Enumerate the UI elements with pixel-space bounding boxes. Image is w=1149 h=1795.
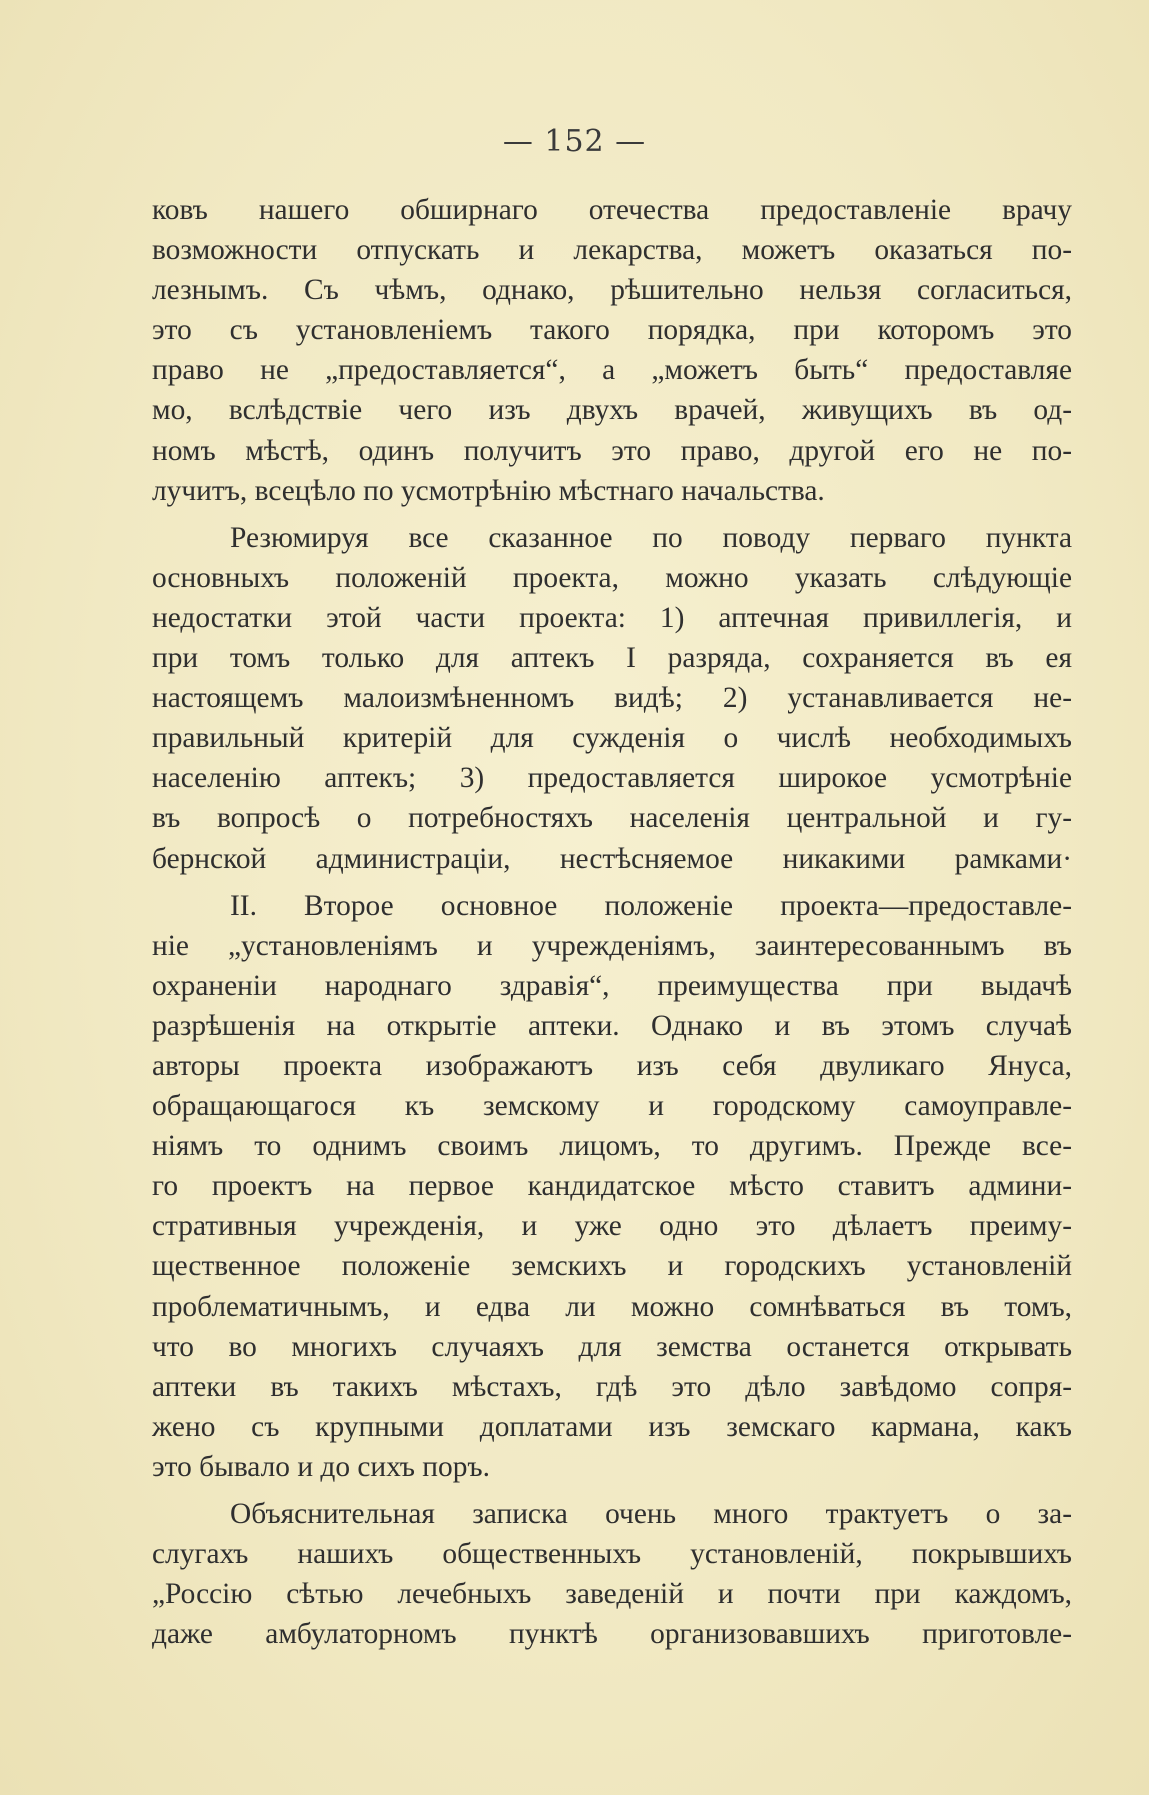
text-line: Объяснительная записка очень много трактуетъ о за- [230, 1498, 1072, 1530]
text-line: жено съ крупными доплатами изъ земскаго кармана, какъ [152, 1410, 1072, 1443]
text-line: слугахъ нашихъ общественныхъ установленій, покрывшихъ [152, 1538, 1072, 1571]
paragraph-3 [152, 886, 1072, 1487]
text-line: проблематичнымъ, и едва ли можно сомнѣваться въ томъ, [152, 1290, 1072, 1323]
paragraph-4 [152, 1494, 1072, 1654]
text-line: охраненіи народнаго здравія“, преимущества при выдачѣ [152, 969, 1072, 1002]
text-line: населенію аптекъ; 3) предоставляется широкое усмотрѣніе [152, 762, 1072, 795]
text-line: аптеки въ такихъ мѣстахъ, гдѣ это дѣло завѣдомо сопря- [152, 1370, 1072, 1403]
text-line: настоящемъ малоизмѣненномъ видѣ; 2) устанавливается не- [152, 682, 1072, 715]
text-line: въ вопросѣ о потребностяхъ населенія центральной и гу- [152, 802, 1072, 835]
page-number: — 152 — [502, 124, 647, 159]
text-line: обращающагося къ земскому и городскому самоуправле- [152, 1090, 1072, 1123]
text-line: что во многихъ случаяхъ для земства останется открывать [152, 1330, 1072, 1363]
text-line: это съ установленіемъ такого порядка, при которомъ это [152, 314, 1072, 347]
text-line: бернской администраціи, нестѣсняемое никакими рамками· [152, 842, 1072, 875]
text-line: го проектъ на первое кандидатское мѣсто ставитъ админи- [152, 1170, 1072, 1203]
paragraph-1 [152, 190, 1072, 511]
text-line: недостатки этой части проекта: 1) аптечная привиллегія, и [152, 601, 1072, 634]
text-line: щественное положеніе земскихъ и городскихъ установленій [152, 1250, 1072, 1283]
paragraph-2 [152, 518, 1072, 879]
text-line: лезнымъ. Съ чѣмъ, однако, рѣшительно нельзя согласиться, [152, 274, 1072, 307]
text-line: ніе „установленіямъ и учрежденіямъ, заинтересованнымъ въ [152, 929, 1072, 962]
text-line: разрѣшенія на открытіе аптеки. Однако и въ этомъ случаѣ [152, 1009, 1072, 1042]
text-line: правильный критерій для сужденія о числѣ необходимыхъ [152, 722, 1072, 755]
text-line: авторы проекта изображаютъ изъ себя двуликаго Януса, [152, 1049, 1072, 1082]
text-line: даже амбулаторномъ пунктѣ организовавшихъ приготовле- [152, 1618, 1072, 1651]
text-line: основныхъ положеній проекта, можно указать слѣдующіе [152, 561, 1072, 594]
text-line: возможности отпускать и лекарства, можетъ оказаться по- [152, 234, 1072, 267]
text-line: мо, вслѣдствіе чего изъ двухъ врачей, живущихъ въ од- [152, 394, 1072, 427]
text-line: при томъ только для аптекъ I разряда, сохраняется въ ея [152, 642, 1072, 675]
text-line: лучитъ, всецѣло по усмотрѣнію мѣстнаго начальства. [152, 474, 825, 507]
text-line: ковъ нашего обширнаго отечества предоставленіе врачу [152, 194, 1072, 226]
text-line: „Россію сѣтью лечебныхъ заведеній и почти при каждомъ, [152, 1578, 1072, 1611]
text-line: ніямъ то однимъ своимъ лицомъ, то другимъ. Прежде все- [152, 1130, 1072, 1163]
text-line: номъ мѣстѣ, одинъ получитъ это право, другой его не по- [152, 434, 1072, 467]
text-line: стративныя учрежденія, и уже одно это дѣлаетъ преиму- [152, 1210, 1072, 1243]
text-line: Резюмируя все сказанное по поводу перваго пункта [230, 521, 1072, 554]
body-text [152, 190, 1072, 1654]
text-line: право не „предоставляется“, а „можетъ быть“ предоставляе [152, 354, 1072, 387]
text-line: это бывало и до сихъ поръ. [152, 1450, 490, 1483]
text-line: II. Второе основное положеніе проекта—предоставле- [230, 889, 1072, 922]
